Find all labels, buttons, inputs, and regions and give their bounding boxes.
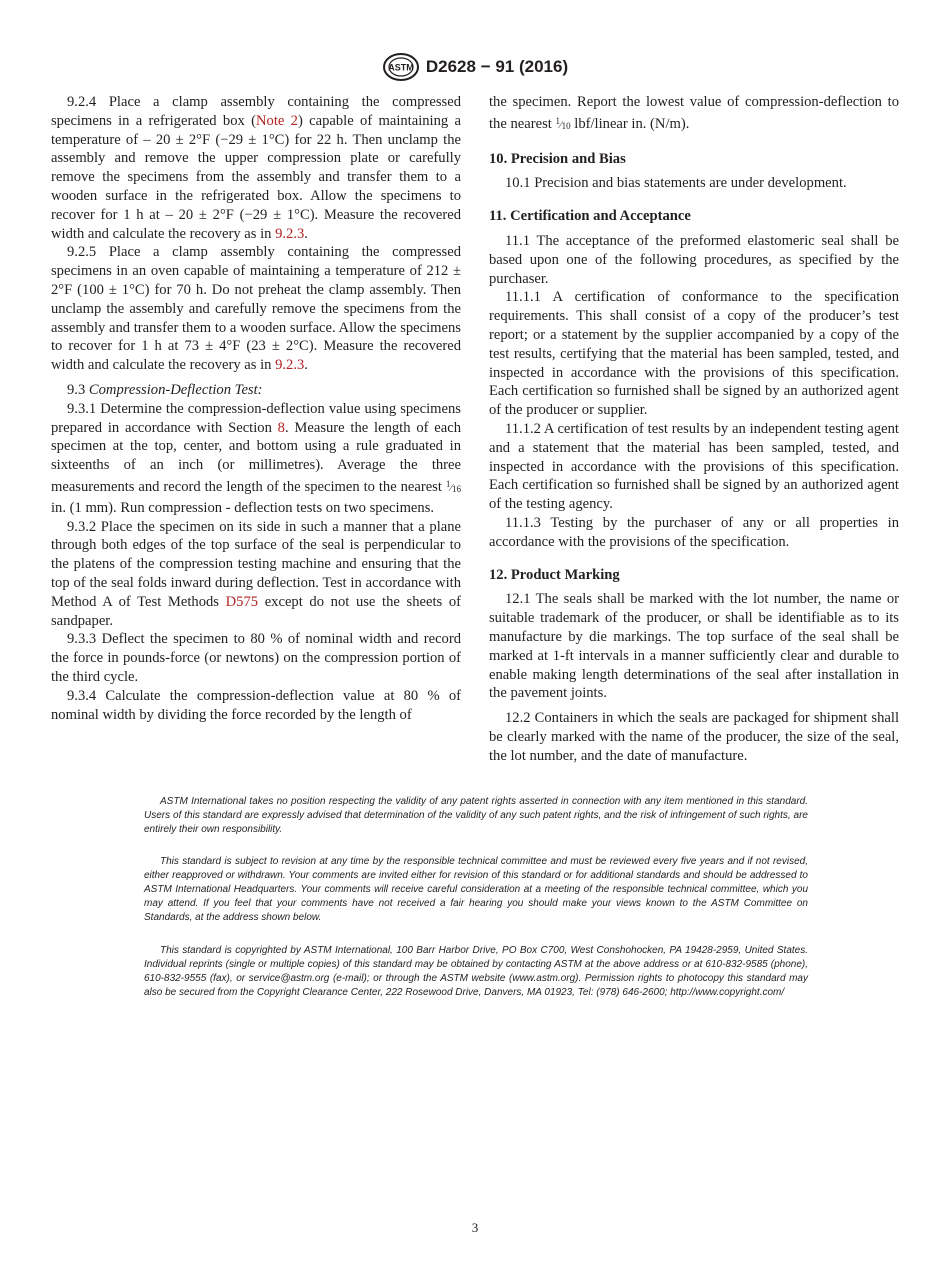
section-11-heading: 11. Certification and Acceptance — [489, 208, 691, 225]
section-12-heading: 12. Product Marking — [489, 566, 620, 583]
section-8-link[interactable]: 8 — [277, 419, 285, 436]
section-9-3-title: Compression-Deflection Test: — [88, 381, 263, 398]
page-number: 3 — [471, 1220, 479, 1235]
paragraph-11-1-3: 11.1.3 Testing by the purchaser of any or all properties in accordance with the provisions of the specification. — [489, 514, 899, 550]
paragraph-9-3-1: 9.3.1 Determine the compression-deflection value using specimens prepared in accordance with Section 8. Measure the length of each specimen at the top, center, and bottom using a rule graduated in sixteenths of an inch (or millimetres). Average the three measurements and record the length of the specimen to the nearest $^1⁄_{16}$ in. (1 mm). Run compression - deflection tests on two specimens. — [51, 400, 461, 516]
astm-logo-text: ASTM — [388, 62, 414, 73]
patent-notice: ASTM International takes no position respecting the validity of any patent rights asserted in connection with any item mentioned in this standard. Users of this standard are expressly advised that determination of the validity of any such patent rights, and the risk of infringement of such rights, are entirely their own responsibility. — [144, 796, 808, 835]
fraction-1-16: $^1⁄_{16}$ — [445, 478, 461, 494]
right-column — [489, 93, 899, 766]
paragraph-9-3-4: 9.3.4 Calculate the compression-deflection value at 80 % of nominal width by dividing the force recorded by the length of — [51, 687, 461, 723]
paragraph-11-1-2: 11.1.2 A certification of test results by an independent testing agent and a statement that the material has been sampled, tested, and inspected in accordance with the provisions of this specification. Each certification so furnished shall be signed by an authorized agent of the testing agency. — [489, 420, 899, 513]
paragraph-10-1: 10.1 Precision and bias statements are under development. — [505, 175, 847, 192]
copyright-notice: This standard is copyrighted by ASTM International, 100 Barr Harbor Drive, PO Box C700, West Conshohocken, PA 19428-2959, United States. Individual reprints (single or multiple copies) of this standard may be obtained by contacting ASTM at the above address or at 610-832-9585 (phone), 610-832-9555 (fax), or service@astm.org (e-mail); or through the ASTM website (www.astm.org). Permission rights to photocopy this standard may also be secured from the Copyright Clearance Center, 222 Rosewood Drive, Danvers, MA 01923, Tel: (978) 646-2600; http://www.copyright.com/ — [144, 945, 808, 998]
left-column — [51, 93, 461, 724]
revision-notice: This standard is subject to revision at any time by the responsible technical committee and must be reviewed every five years and if not revised, either reapproved or withdrawn. Your comments are invited either for revision of this standard or for additional standards and should be addressed to ASTM International Headquarters. Your comments will receive careful consideration at a meeting of the responsible technical committee, which you may attend. If you feel that your comments have not received a fair hearing you should make your views known to the ASTM Committee on Standards, at the address shown below. — [144, 856, 808, 923]
d575-link[interactable]: D575 — [225, 593, 259, 610]
fraction-1-10: $^1⁄_{10}$ — [555, 115, 571, 131]
paragraph-9-3: 9.3 Compression-Deflection Test: — [67, 381, 263, 398]
section-9-2-3-link[interactable]: 9.2.3 — [275, 225, 305, 242]
paragraph-12-2: 12.2 Containers in which the seals are packaged for shipment shall be clearly marked with the name of the producer, the size of the seal, the lot number, and the date of manufacture. — [489, 710, 899, 764]
paragraph-9-3-2: 9.3.2 Place the specimen on its side in such a manner that a plane through both edges of the top surface of the seal is perpendicular to the platens of the compression testing machine and ensuring that the top of the seal folds inward during deflection. Test in accordance with Method A of Test Methods D575 except do not use the sheets of sandpaper. — [51, 518, 461, 629]
paragraph-9-2-5: 9.2.5 Place a clamp assembly containing the compressed specimens in an oven capable of maintaining a temperature of 212 ± 2°F (100 ± 1°C) for 70 h. Do not preheat the clamp assembly. Then unclamp the assembly and carefully remove the specimens from the assembly and transfer them to a wooden surface. Allow the specimens to recover for 1 h at 73 ± 4°F (23 ± 2°C). Measure the recovered width and calculate the recovery as in 9.2.3. — [51, 244, 461, 374]
note-2-link[interactable]: Note 2 — [256, 112, 298, 129]
astm-logo-icon — [382, 52, 420, 82]
paragraph-11-1-1: 11.1.1 A certification of conformance to the specification requirements. This shall consist of a copy of the producer’s test report; or a statement by the supplier accompanied by a copy of the test results, certifying that the material has been sampled, tested, and inspected in accordance with the provisions of this specification. Each certification so furnished shall be signed by an authorized agent of the producer or supplier. — [489, 289, 899, 419]
paragraph-12-1: 12.1 The seals shall be marked with the lot number, the name or suitable trademark of the producer, or shall be identifiable as to its manufacture by die markings. The top surface of the seal shall be marked at 1-ft intervals in a manner sufficiently clear and durable to enable making length determinations of the seal after installation in the pavement joints. — [489, 591, 899, 702]
paragraph-9-2-4: 9.2.4 Place a clamp assembly containing the compressed specimens in a refrigerated box (Note 2) capable of maintaining a temperature of – 20 ± 2°F (−29 ± 1°C) for 22 h. Then unclamp the assembly and remove the upper compression plate or carefully remove the specimens from the assembly and transfer them to a wooden surface in the refrigerated box. Allow the specimens to recover for 1 h at – 20 ± 2°F (−29 ± 1°C). Measure the recovered width and calculate the recovery as in 9.2.3. — [51, 94, 461, 242]
document-designation: D2628 − 91 (2016) — [425, 57, 569, 76]
section-9-2-3-link[interactable]: 9.2.3 — [275, 357, 305, 374]
paragraph-11-1: 11.1 The acceptance of the preformed elastomeric seal shall be based upon one of the following procedures, as specified by the purchaser. — [489, 232, 899, 287]
page-header — [0, 52, 950, 87]
paragraph-9-3-3: 9.3.3 Deflect the specimen to 80 % of nominal width and record the force in pounds-force (or newtons) on the compression portion of the third cycle. — [51, 631, 461, 685]
section-10-heading: 10. Precision and Bias — [489, 150, 626, 167]
paragraph-9-3-4-continued: the specimen. Report the lowest value of compression-deflection to the nearest $^1⁄_{10}$ lbf/linear in. (N/m). — [489, 94, 899, 132]
